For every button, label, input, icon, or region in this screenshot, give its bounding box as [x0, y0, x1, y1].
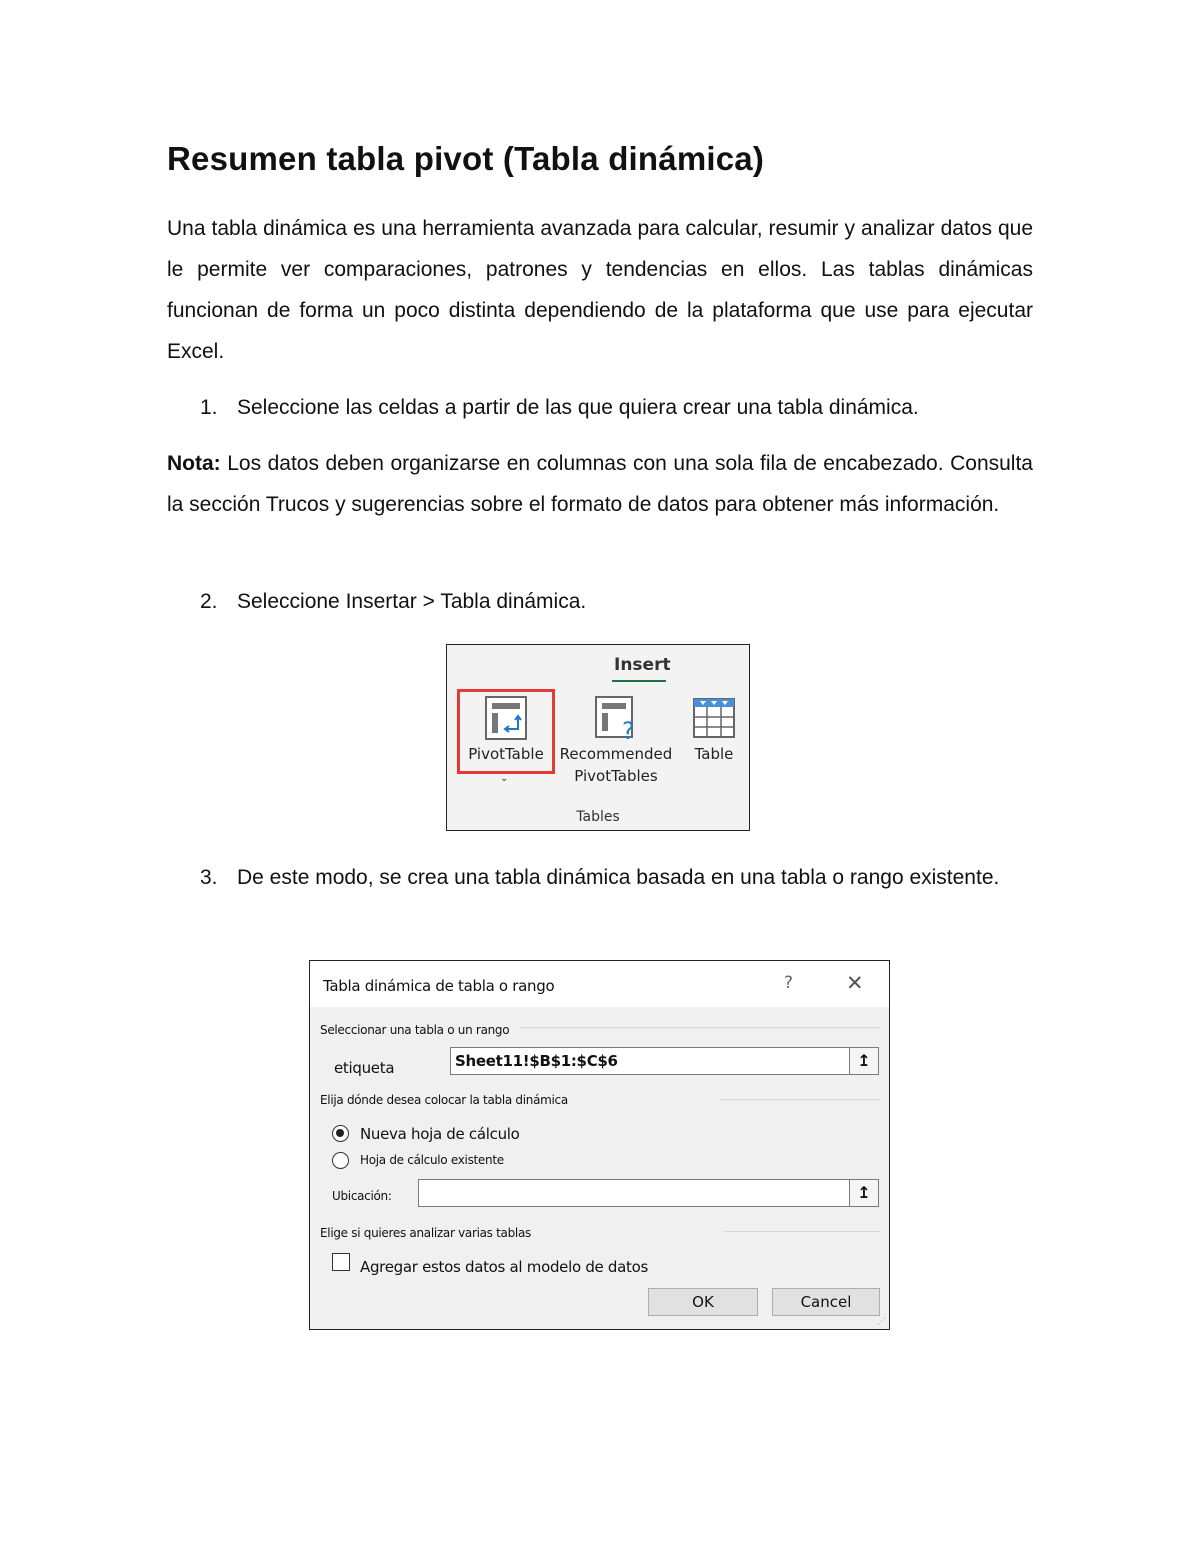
section-select-range: Seleccionar una tabla o un rango [320, 1023, 510, 1037]
pivottable-button[interactable] [459, 695, 553, 763]
section-placement: Elija dónde desea colocar la tabla dinámica [320, 1093, 568, 1107]
radio-existing-sheet[interactable] [332, 1152, 349, 1169]
step-1-text: Seleccione las celdas a partir de las que quiera crear una tabla dinámica. [237, 396, 919, 419]
note-text: Los datos deben organizarse en columnas con una sola fila de encabezado. Consulta la sección Trucos y sugerencias sobre el formato de datos para obtener más información. [167, 452, 1033, 516]
ok-button[interactable]: OK [648, 1288, 758, 1316]
recommended-pivottables-button[interactable] [555, 695, 677, 785]
location-picker-button[interactable] [849, 1179, 879, 1207]
range-picker-button[interactable] [849, 1047, 879, 1075]
divider [724, 1231, 880, 1232]
intro-paragraph: Una tabla dinámica es una herramienta avanzada para calcular, resumir y analizar datos que le permite ver comparaciones, patrones y tendencias en ellos. Las tablas dinámicas funcionan de forma un poco distinta dependiendo de la plataforma que use para ejecutar Excel. [167, 217, 1033, 363]
upload-arrow-icon: ↥ [857, 1051, 871, 1070]
option-existing-sheet-label[interactable]: Hoja de cálculo existente [360, 1153, 504, 1167]
upload-arrow-icon: ↥ [857, 1183, 871, 1202]
tables-group-label: Tables [576, 809, 620, 825]
recommended-label-line1: Recommended [559, 745, 673, 763]
document-title: Resumen tabla pivot (Tabla dinámica) [167, 140, 765, 177]
recommended-pivottables-icon [592, 695, 640, 741]
pivottable-label: PivotTable [468, 745, 544, 763]
step-1-number: 1. [200, 396, 218, 419]
chevron-down-icon[interactable]: ⌄ [500, 773, 509, 784]
pivottable-icon [484, 695, 528, 741]
location-label: Ubicación: [332, 1189, 392, 1203]
radio-new-sheet[interactable] [332, 1125, 349, 1142]
section-multiple-tables: Elige si quieres analizar varias tablas [320, 1226, 531, 1240]
add-to-data-model-checkbox[interactable] [332, 1253, 350, 1271]
range-label: etiqueta [334, 1059, 395, 1077]
resize-grip-icon[interactable]: ⋰ [877, 1317, 886, 1327]
create-pivottable-dialog [309, 960, 890, 1330]
step-3-text: De este modo, se crea una tabla dinámica basada en una tabla o rango existente. [237, 866, 1000, 889]
step-3-number: 3. [200, 866, 218, 889]
ribbon-screenshot [446, 644, 750, 831]
location-input[interactable] [418, 1179, 850, 1207]
step-3 [200, 857, 1033, 898]
step-2-text: Seleccione Insertar > Tabla dinámica. [237, 590, 587, 613]
insert-tab-underline [612, 680, 666, 682]
recommended-label-line2: PivotTables [574, 767, 658, 785]
note-paragraph [167, 443, 1033, 525]
option-new-sheet-label[interactable]: Nueva hoja de cálculo [360, 1125, 520, 1143]
help-icon[interactable]: ? [784, 973, 794, 993]
dialog-title: Tabla dinámica de tabla o rango [323, 977, 555, 995]
step-2-number: 2. [200, 590, 218, 613]
table-button[interactable] [683, 695, 745, 763]
step-2 [200, 581, 1033, 622]
cancel-button[interactable]: Cancel [772, 1288, 880, 1316]
table-icon [692, 695, 736, 741]
note-label: Nota: [167, 452, 221, 475]
table-label: Table [694, 745, 734, 763]
divider [720, 1099, 880, 1100]
step-1 [200, 387, 1033, 428]
insert-tab[interactable]: Insert [614, 655, 671, 675]
divider [520, 1027, 880, 1028]
range-input[interactable]: Sheet11!$B$1:$C$6 [450, 1047, 850, 1075]
svg-text:?: ? [622, 717, 635, 741]
close-icon[interactable]: ✕ [846, 971, 864, 995]
add-to-data-model-label[interactable]: Agregar estos datos al modelo de datos [360, 1258, 649, 1276]
